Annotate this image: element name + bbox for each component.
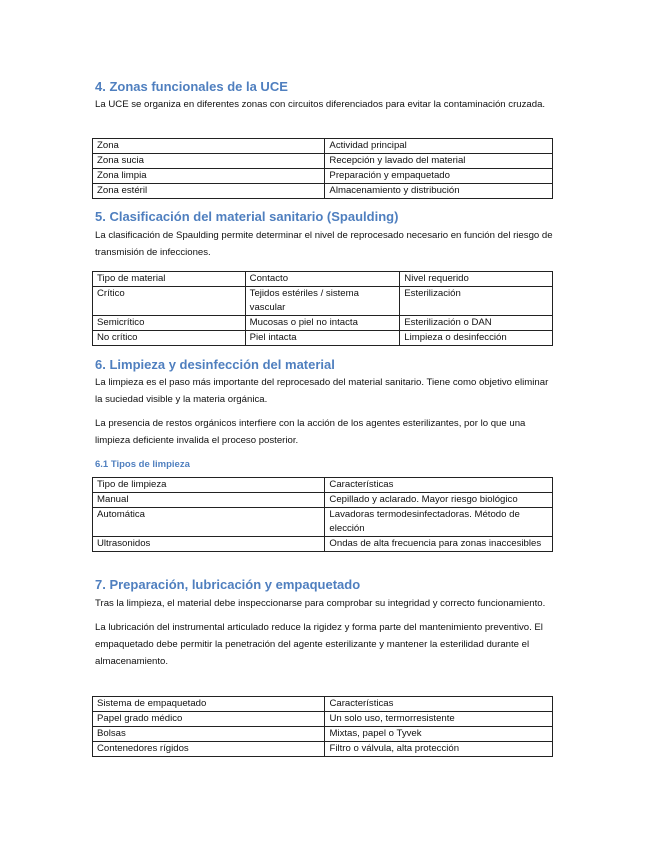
- paragraph: La limpieza es el paso más importante del reprocesado del material sanitario. Tiene como objetivo eliminar la suciedad visible y la materia orgánica.: [95, 377, 549, 405]
- table-empaquetado: [92, 696, 553, 757]
- table-header-row: [93, 697, 553, 712]
- section-heading: 6. Limpieza y desinfección del material: [95, 357, 335, 372]
- column-header: Características: [325, 697, 553, 712]
- table-cell: Ultrasonidos: [93, 537, 325, 552]
- paragraph: La UCE se organiza en diferentes zonas con circuitos diferenciados para evitar la contaminación cruzada.: [95, 99, 546, 110]
- table-row: [93, 508, 553, 537]
- section-4: [95, 79, 557, 113]
- table-cell: Papel grado médico: [93, 712, 325, 727]
- section-heading: 5. Clasificación del material sanitario (Spaulding): [95, 209, 399, 224]
- section-7: [95, 577, 557, 670]
- table-row: [93, 287, 553, 316]
- paragraph: La presencia de restos orgánicos interfiere con la acción de los agentes esterilizantes, por lo que una limpieza deficiente invalida el proceso posterior.: [95, 418, 526, 446]
- section-5: [95, 209, 557, 261]
- table-cell: Esterilización: [400, 287, 553, 316]
- table-cell: Limpieza o desinfección: [400, 331, 553, 346]
- table-cell: Crítico: [93, 287, 246, 316]
- table-cell: Manual: [93, 493, 325, 508]
- table-cell: Recepción y lavado del material: [325, 154, 553, 169]
- column-header: Actividad principal: [325, 139, 553, 154]
- table-cell: No crítico: [93, 331, 246, 346]
- table-cell: Automática: [93, 508, 325, 537]
- table-header-row: [93, 272, 553, 287]
- table-cell: Zona estéril: [93, 184, 325, 199]
- table-spaulding: [92, 271, 553, 346]
- table-cell: Ondas de alta frecuencia para zonas inaccesibles: [325, 537, 553, 552]
- table-row: [93, 537, 553, 552]
- paragraph: Tras la limpieza, el material debe inspeccionarse para comprobar su integridad y correcto funcionamiento.: [95, 598, 546, 609]
- section-6: [95, 357, 557, 471]
- table-cell: Un solo uso, termorresistente: [325, 712, 553, 727]
- table-cell: Contenedores rígidos: [93, 742, 325, 757]
- table-cell: Lavadoras termodesinfectadoras. Método de elección: [325, 508, 553, 537]
- table-header-row: [93, 139, 553, 154]
- column-header: Características: [325, 478, 553, 493]
- table-row: [93, 169, 553, 184]
- table-header-row: [93, 478, 553, 493]
- table-cell: Semicrítico: [93, 316, 246, 331]
- column-header: Zona: [93, 139, 325, 154]
- table-cell: Esterilización o DAN: [400, 316, 553, 331]
- table-limpieza: [92, 477, 553, 552]
- paragraph: La clasificación de Spaulding permite determinar el nivel de reprocesado necesario en función del riesgo de transmisión de infecciones.: [95, 230, 553, 258]
- paragraph: La lubricación del instrumental articulado reduce la rigidez y forma parte del mantenimiento preventivo. El empaquetado debe permitir la penetración del agente esterilizante y mantener la esterilidad durante el almacenamiento.: [95, 622, 543, 667]
- column-header: Tipo de material: [93, 272, 246, 287]
- table-cell: Mucosas o piel no intacta: [245, 316, 400, 331]
- table-row: [93, 493, 553, 508]
- column-header: Tipo de limpieza: [93, 478, 325, 493]
- table-row: [93, 331, 553, 346]
- table-row: [93, 742, 553, 757]
- column-header: Contacto: [245, 272, 400, 287]
- table-cell: Zona limpia: [93, 169, 325, 184]
- table-row: [93, 316, 553, 331]
- table-cell: Preparación y empaquetado: [325, 169, 553, 184]
- section-heading: 7. Preparación, lubricación y empaquetado: [95, 577, 361, 592]
- table-cell: Almacenamiento y distribución: [325, 184, 553, 199]
- table-cell: Filtro o válvula, alta protección: [325, 742, 553, 757]
- subsection-heading: 6.1 Tipos de limpieza: [95, 459, 190, 470]
- table-row: [93, 184, 553, 199]
- section-heading: 4. Zonas funcionales de la UCE: [95, 79, 288, 94]
- table-cell: Cepillado y aclarado. Mayor riesgo biológico: [325, 493, 553, 508]
- table-row: [93, 727, 553, 742]
- table-zonas: [92, 138, 553, 199]
- table-cell: Zona sucia: [93, 154, 325, 169]
- table-cell: Tejidos estériles / sistema vascular: [245, 287, 400, 316]
- table-row: [93, 712, 553, 727]
- table-cell: Bolsas: [93, 727, 325, 742]
- column-header: Sistema de empaquetado: [93, 697, 325, 712]
- table-row: [93, 154, 553, 169]
- table-cell: Piel intacta: [245, 331, 400, 346]
- column-header: Nivel requerido: [400, 272, 553, 287]
- table-cell: Mixtas, papel o Tyvek: [325, 727, 553, 742]
